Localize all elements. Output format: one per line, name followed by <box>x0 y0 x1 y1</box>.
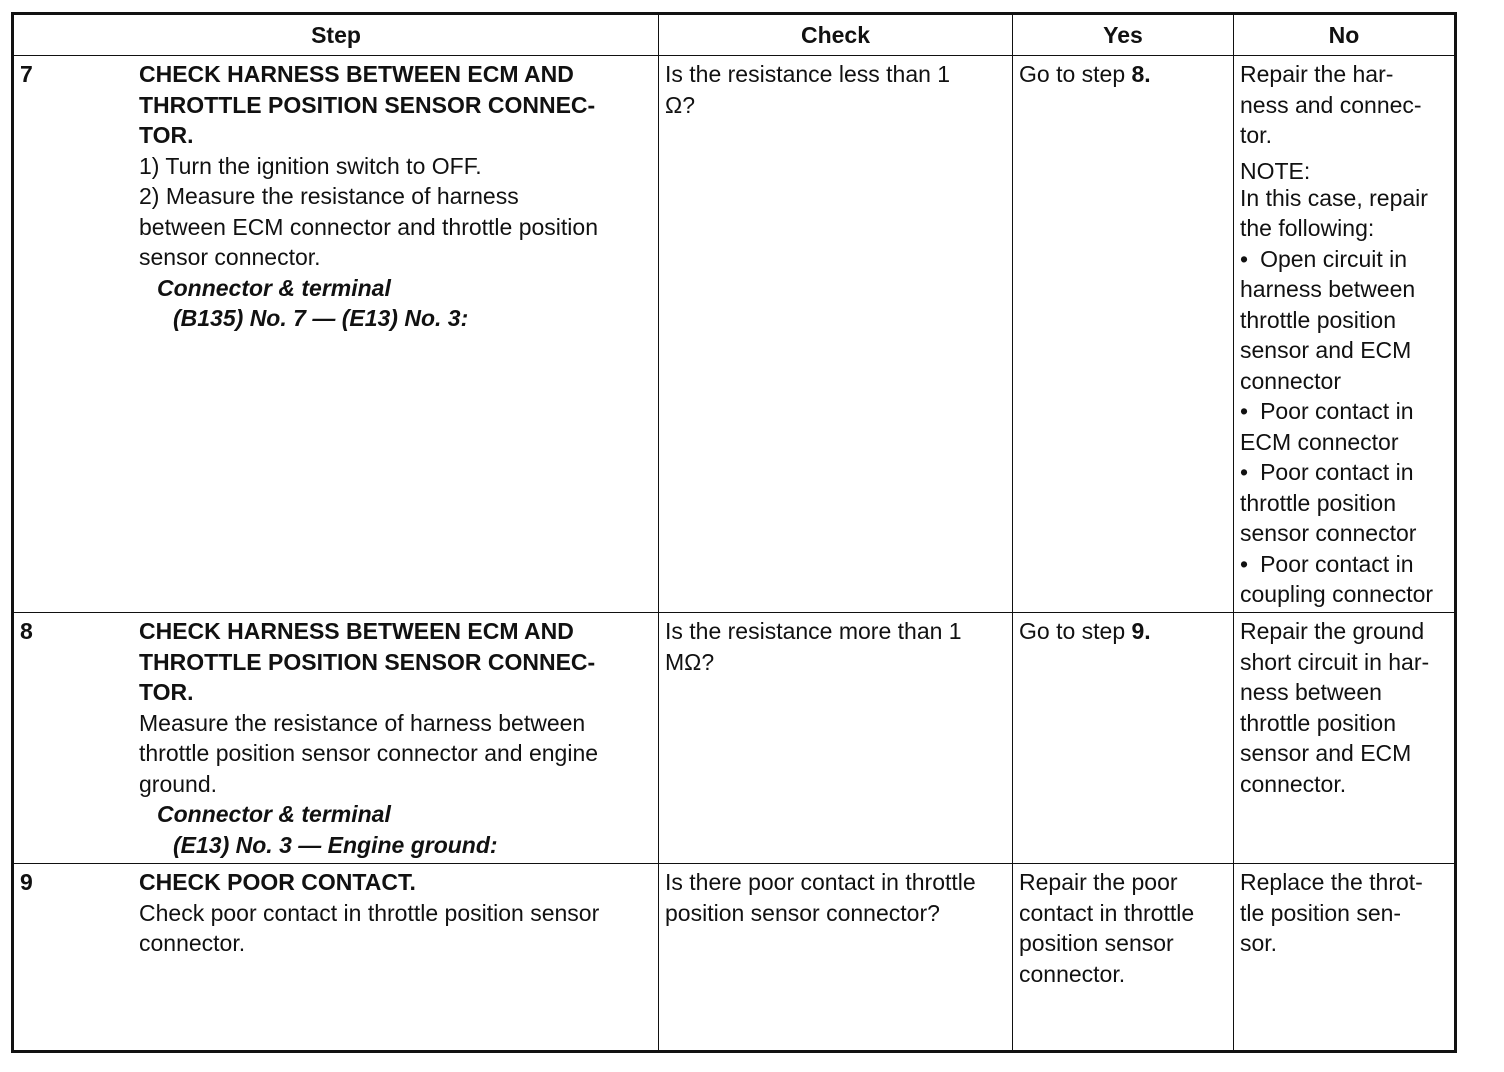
step-title-line: CHECK HARNESS BETWEEN ECM AND <box>139 618 574 644</box>
yes-text: Go to step <box>1019 61 1132 87</box>
no-line: ness between <box>1240 679 1382 705</box>
no-line: ness and connec- <box>1240 91 1422 118</box>
note-line: In this case, repair <box>1240 184 1428 211</box>
step-body-line: ground. <box>139 770 218 797</box>
note-item-line: throttle position <box>1240 306 1396 333</box>
step-title-line: CHECK HARNESS BETWEEN ECM AND <box>139 61 574 87</box>
table-row <box>13 864 1456 1052</box>
yes-line: contact in throttle <box>1019 899 1195 926</box>
step-body-line: throttle position sensor connector and engine <box>139 740 599 766</box>
header-row <box>13 14 1456 56</box>
no-line: Repair the har- <box>1240 61 1394 87</box>
no-line: sensor and ECM <box>1240 740 1412 766</box>
no-line: Replace the throt- <box>1240 869 1423 895</box>
table-row <box>13 56 1456 613</box>
connector-label: Connector & terminal <box>157 274 391 301</box>
check-line: Is there poor contact in throttle <box>665 869 976 895</box>
check-cell <box>659 56 1013 613</box>
header-yes: Yes <box>1013 14 1234 56</box>
step-number: 7 <box>20 61 33 87</box>
note-item-line: ECM connector <box>1240 428 1399 455</box>
step-title-line: TOR. <box>139 122 194 148</box>
header-step: Step <box>13 14 659 56</box>
note-item-line: harness between <box>1240 276 1416 302</box>
yes-cell <box>1013 864 1234 1052</box>
step-body-line: between ECM connector and throttle position <box>139 213 598 240</box>
step-body-line: 2) Measure the resistance of harness <box>139 183 519 209</box>
yes-line: Repair the poor <box>1019 869 1178 895</box>
note-line: the following: <box>1240 215 1375 241</box>
note-item-line: throttle position <box>1240 489 1396 516</box>
check-line: Is the resistance less than 1 <box>665 61 951 87</box>
check-line: position sensor connector? <box>665 899 940 926</box>
no-line: tle position sen- <box>1240 899 1402 926</box>
step-body <box>133 613 658 860</box>
connector-terminal: (B135) No. 7 — (E13) No. 3: <box>173 305 469 331</box>
check-line: Is the resistance more than 1 <box>665 618 962 644</box>
note-item-line: coupling connector <box>1240 581 1434 607</box>
step-title-line: THROTTLE POSITION SENSOR CONNEC- <box>139 648 596 675</box>
yes-line: position sensor <box>1019 930 1174 956</box>
no-cell <box>1234 864 1456 1052</box>
yes-step-ref: 8. <box>1131 61 1151 87</box>
table-row <box>13 613 1456 864</box>
no-cell <box>1234 613 1456 864</box>
no-line: short circuit in har- <box>1240 648 1430 675</box>
yes-line: connector. <box>1019 960 1126 987</box>
check-cell <box>659 613 1013 864</box>
step-body-line: 1) Turn the ignition switch to OFF. <box>139 152 482 179</box>
step-cell <box>13 613 659 864</box>
note-item-line: • Poor contact in <box>1240 396 1450 427</box>
step-cell <box>13 56 659 613</box>
diagnostic-table <box>11 12 1457 1053</box>
check-cell <box>659 864 1013 1052</box>
no-line: tor. <box>1240 122 1272 148</box>
yes-cell <box>1013 613 1234 864</box>
step-body-line: Measure the resistance of harness between <box>139 709 586 736</box>
note-item-line: • Poor contact in <box>1240 457 1450 488</box>
step-title-line: THROTTLE POSITION SENSOR CONNEC- <box>139 91 596 118</box>
no-cell <box>1234 56 1456 613</box>
header-check: Check <box>659 14 1013 56</box>
yes-cell <box>1013 56 1234 613</box>
step-body-line: sensor connector. <box>139 244 321 270</box>
connector-label: Connector & terminal <box>157 801 391 827</box>
yes-step-ref: 9. <box>1131 618 1151 644</box>
step-body <box>133 56 658 334</box>
note-item-line: sensor and ECM <box>1240 337 1412 363</box>
no-line: sor. <box>1240 930 1278 956</box>
step-number: 8 <box>20 618 33 644</box>
no-line: connector. <box>1240 770 1347 797</box>
no-line: Repair the ground <box>1240 618 1425 644</box>
note-item-line: connector <box>1240 367 1342 394</box>
step-body-line: connector. <box>139 930 246 956</box>
note-item-line: • Poor contact in <box>1240 549 1450 580</box>
no-line: throttle position <box>1240 709 1396 736</box>
check-line: Ω? <box>665 91 695 118</box>
step-title-line: CHECK POOR CONTACT. <box>139 869 416 895</box>
note-label: NOTE: <box>1240 157 1311 184</box>
step-number: 9 <box>20 869 33 895</box>
step-title-line: TOR. <box>139 679 194 705</box>
yes-text: Go to step <box>1019 618 1132 644</box>
connector-terminal: (E13) No. 3 — Engine ground: <box>173 831 498 858</box>
note-item-line: • Open circuit in <box>1240 244 1450 275</box>
note-item-line: sensor connector <box>1240 520 1417 546</box>
step-body-line: Check poor contact in throttle position sensor <box>139 899 600 926</box>
check-line: MΩ? <box>665 648 715 675</box>
header-no: No <box>1234 14 1456 56</box>
step-body <box>133 864 658 959</box>
step-cell <box>13 864 659 1052</box>
